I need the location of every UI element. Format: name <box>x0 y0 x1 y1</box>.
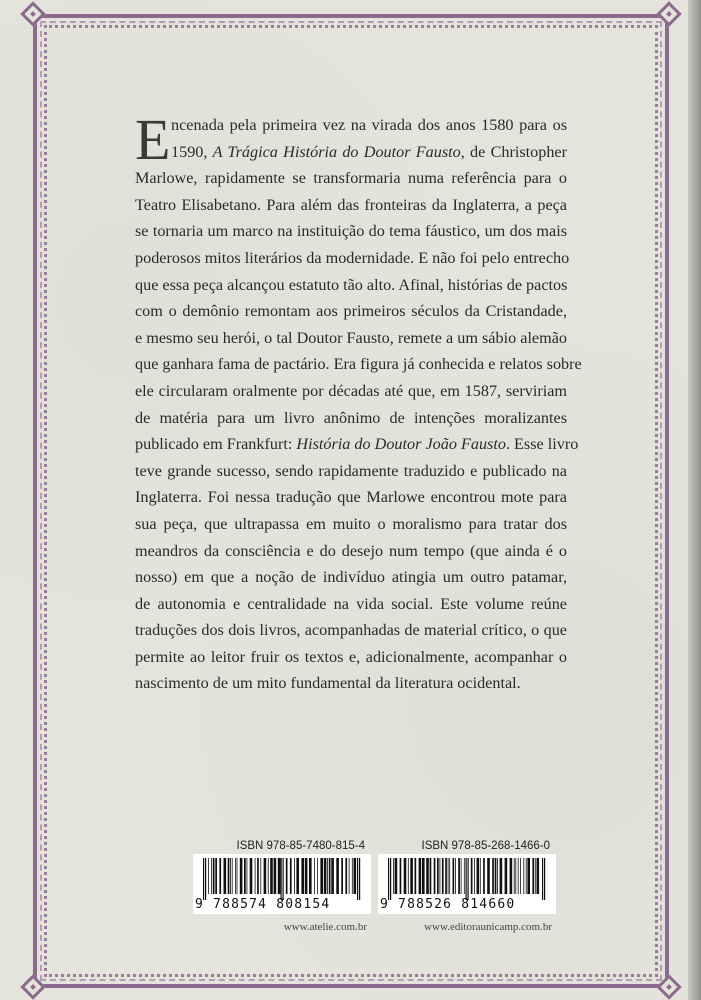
isbn-number: ISBN 978-85-7480-815-4 <box>236 840 365 852</box>
blurb-line <box>135 192 567 219</box>
barcode-digits: 9 788526 814660 <box>380 897 516 912</box>
blurb-text-run: poderosos mitos literários da modernidade. E não foi pelo entrecho <box>135 248 570 267</box>
book-title-italic: História do Doutor João Fausto <box>296 435 506 454</box>
blurb-text-run: Inglaterra. Foi nessa tradução que Marlowe encontrou mote para <box>135 488 567 507</box>
blurb-line <box>135 511 567 538</box>
blurb-text-run: , de Christopher <box>460 142 568 161</box>
publisher-website[interactable]: www.editoraunicamp.com.br <box>424 921 552 933</box>
blurb-text-run: que ganhara fama de pactário. Era figura já conhecida e relatos sobre <box>135 355 582 374</box>
blurb-text-run: ncenada pela primeira vez na virada dos anos 1580 para os <box>171 116 567 134</box>
blurb-text-run: de autonomia e centralidade na vida social. Este volume reúne <box>135 594 567 613</box>
blurb-text-run: nosso) em que a noção de indivíduo atingia um outro patamar, <box>135 568 567 587</box>
blurb-line <box>135 245 570 272</box>
isbn-block-atelie <box>193 838 371 933</box>
book-title-italic: A Trágica História do Doutor Fausto <box>212 142 461 161</box>
blurb-text-run: nascimento de um mito fundamental da literatura ocidental. <box>135 674 521 693</box>
blurb-line <box>135 538 567 565</box>
isbn-number: ISBN 978-85-268-1466-0 <box>421 840 550 852</box>
barcode-bars <box>388 858 546 900</box>
blurb-text-run: Teatro Elisabetano. Para além das fronteiras da Inglaterra, a peça <box>135 195 567 214</box>
barcode-digits: 9 788574 808154 <box>195 897 331 912</box>
blurb-line <box>135 139 567 166</box>
barcode <box>193 854 371 914</box>
blurb-line <box>135 325 567 352</box>
blurb-text-run: meandros da consciência e do desejo num tempo (que ainda é o <box>135 541 567 560</box>
blurb-text-run: Marlowe, rapidamente se transformaria numa referência para o <box>135 169 567 188</box>
blurb-text-run: que essa peça alcançou estatuto tão alto. Afinal, histórias de pactos <box>135 275 568 294</box>
blurb-line <box>135 670 567 697</box>
blurb-line <box>135 564 567 591</box>
barcode <box>378 854 556 914</box>
blurb-text-run: ele circularam oralmente por décadas até que, em 1587, serviriam <box>135 381 567 400</box>
blurb-text-run: se tornaria um marco na instituição do tema fáustico, um dos mais <box>135 222 567 241</box>
blurb-text-run: 1590, <box>171 142 213 161</box>
blurb-text-run: com o demônio remontam aos primeiros séculos da Cristandade, <box>135 302 567 321</box>
book-edge <box>688 0 701 1000</box>
blurb-line <box>135 272 567 299</box>
blurb-line <box>135 218 567 245</box>
blurb-line <box>135 112 567 139</box>
blurb-line <box>135 378 567 405</box>
blurb-line <box>135 458 567 485</box>
publisher-website[interactable]: www.atelie.com.br <box>283 921 367 933</box>
blurb-line <box>135 405 567 432</box>
blurb-text-run: permite ao leitor fruir os textos e, adicionalmente, acompanhar o <box>135 647 567 666</box>
blurb-line <box>135 644 567 671</box>
blurb-text-run: sua peça, que ultrapassa em muito o moralismo para tratar dos <box>135 514 567 533</box>
blurb-text-run: traduções dos dois livros, acompanhadas de material crítico, o que <box>135 621 567 640</box>
blurb-text <box>135 107 582 697</box>
barcode-bars <box>203 858 361 900</box>
blurb-line <box>135 298 567 325</box>
blurb-text-run: . Esse livro <box>505 435 579 454</box>
blurb-line <box>135 484 567 511</box>
blurb-text-run: de matéria para um livro anônimo de intenções moralizantes <box>135 408 567 427</box>
blurb-line <box>135 165 567 192</box>
blurb-line <box>135 351 582 378</box>
isbn-block-unicamp <box>378 838 556 933</box>
blurb-text-run: publicado em Frankfurt: <box>135 435 297 454</box>
blurb-text-run: e mesmo seu herói, o tal Doutor Fausto, remete a um sábio alemão <box>135 328 567 347</box>
blurb-line <box>135 617 567 644</box>
drop-cap: E <box>135 107 171 172</box>
blurb-line <box>135 591 567 618</box>
blurb-text-run: teve grande sucesso, sendo rapidamente traduzido e publicado na <box>135 461 567 480</box>
blurb-line <box>135 431 579 458</box>
